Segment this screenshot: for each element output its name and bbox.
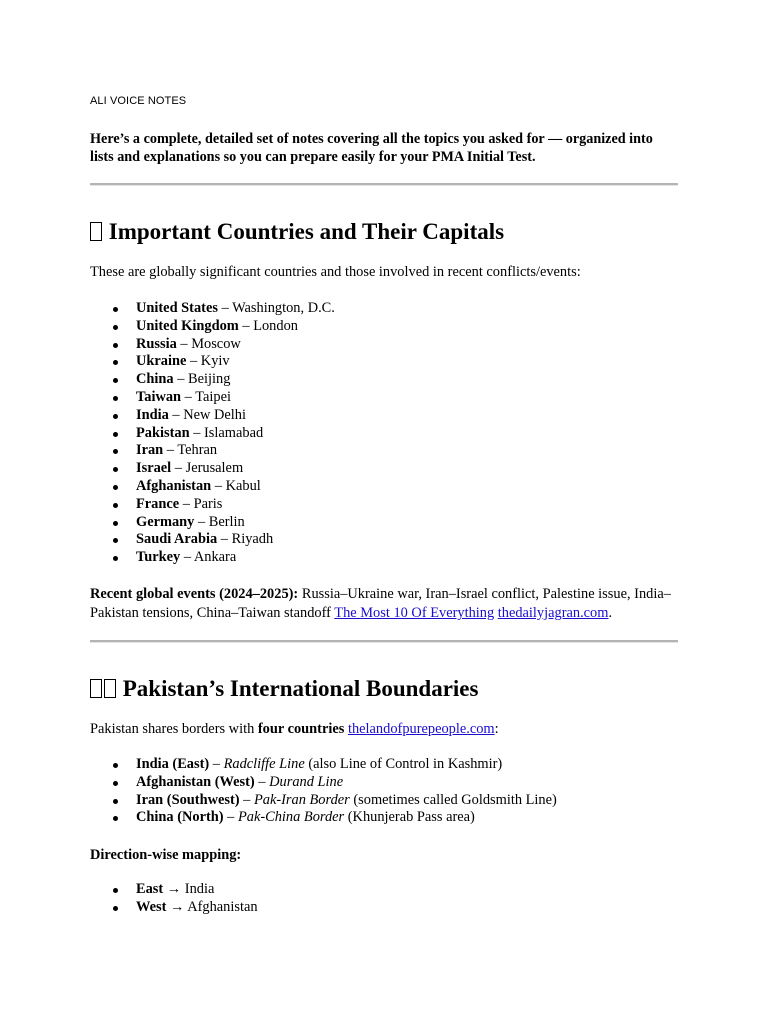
dash-separator: – [258, 773, 266, 790]
dash-separator: – [243, 791, 251, 808]
country-name: Israel [136, 460, 172, 477]
mapped-country: India [184, 881, 215, 897]
capital-name: Taipei [195, 388, 231, 405]
capital-name: Berlin [208, 513, 245, 530]
missing-glyph-icon [90, 222, 102, 241]
country-name: United States [136, 300, 218, 316]
section-heading-capitals [90, 218, 504, 246]
border-country: Iran (Southwest) [136, 791, 240, 808]
source-link-most10[interactable]: The Most 10 Of Everything [334, 605, 495, 621]
dash-separator: – [193, 424, 201, 441]
list-item [90, 496, 335, 514]
border-line-name: Pak-China Border [237, 809, 345, 826]
country-name: Saudi Arabia [136, 531, 218, 548]
border-note: (also Line of Control in Kashmir) [308, 756, 503, 772]
dash-separator: – [180, 335, 188, 352]
dash-separator: – [214, 477, 222, 494]
countries-list [90, 300, 335, 567]
dash-separator: – [220, 531, 228, 548]
list-item [90, 460, 335, 478]
direction: West [136, 898, 167, 915]
list-item [90, 442, 335, 460]
border-line-name: Radcliffe Line [223, 756, 305, 772]
flag-glyph-icon [104, 679, 116, 698]
flag-glyph-icon [90, 679, 102, 698]
list-item [90, 425, 335, 443]
country-name: Germany [136, 513, 195, 530]
dash-separator: – [184, 388, 192, 405]
country-name: Turkey [136, 549, 181, 566]
section-title: Important Countries and Their Capitals [108, 219, 505, 244]
dash-separator: – [212, 756, 220, 772]
border-note: (sometimes called Goldsmith Line) [353, 791, 557, 808]
list-item [90, 371, 335, 389]
direction-mapping-list [90, 881, 258, 917]
capitals-description: These are globally significant countries and those involved in recent conflicts/events: [90, 264, 581, 280]
capital-name: London [253, 317, 298, 334]
list-item [90, 318, 335, 336]
mapping-label-paragraph [90, 846, 678, 865]
border-line-name: Durand Line [269, 773, 344, 790]
borders-list [90, 756, 557, 827]
capital-name: Jerusalem [185, 460, 244, 477]
list-item [90, 809, 557, 827]
dash-separator: – [183, 549, 192, 566]
events-text: Russia–Ukraine war, Iran–Israel conflict, Palestine issue, India–Pakistan tensions, China–Taiwan standoff [90, 586, 671, 621]
capital-name: Islamabad [204, 424, 264, 441]
list-item [90, 881, 258, 899]
list-item [90, 899, 258, 917]
dash-separator: – [221, 300, 229, 316]
dash-separator: – [197, 513, 206, 530]
section-heading-boundaries [90, 675, 478, 703]
dash-separator: – [166, 442, 174, 459]
list-item [90, 389, 335, 407]
border-note: (Khunjerab Pass area) [347, 809, 475, 826]
dash-separator: – [177, 371, 185, 388]
list-item [90, 300, 335, 318]
dash-separator: – [227, 809, 235, 826]
arrow-icon: → [166, 881, 182, 897]
country-name: Ukraine [136, 353, 187, 370]
list-item [90, 531, 335, 549]
country-name: Russia [136, 335, 177, 352]
divider [90, 183, 678, 186]
country-name: India [136, 406, 169, 423]
divider [90, 640, 678, 643]
list-item [90, 792, 557, 810]
events-label: Recent global events (2024–2025): [90, 586, 299, 602]
capital-name: Tehran [177, 442, 218, 459]
capital-name: Riyadh [231, 531, 274, 548]
dash-separator: – [172, 406, 180, 423]
voice-notes-label: ALI VOICE NOTES [90, 95, 187, 107]
source-link-landofpurepeople[interactable]: thelandofpurepeople.com [347, 721, 495, 737]
border-country: Afghanistan (West) [136, 773, 255, 790]
dash-separator: – [242, 317, 250, 334]
capital-name: Washington, D.C. [232, 300, 335, 316]
source-link-dailyjagran[interactable]: thedailyjagran.com [497, 605, 609, 621]
border-line-name: Pak-Iran Border [253, 791, 350, 808]
country-name: France [136, 495, 180, 512]
direction: East [136, 881, 164, 897]
list-item [90, 514, 335, 532]
border-country: China (North) [136, 809, 224, 826]
border-country: India (East) [136, 756, 210, 772]
list-item [90, 549, 335, 567]
list-item [90, 756, 557, 774]
country-name: Afghanistan [136, 477, 212, 494]
list-item [90, 774, 557, 792]
list-item [90, 407, 335, 425]
country-name: United Kingdom [136, 317, 239, 334]
capital-name: Kyiv [200, 353, 230, 370]
country-name: China [136, 371, 174, 388]
capital-name: Beijing [188, 371, 231, 388]
country-name: Pakistan [136, 424, 190, 441]
recent-events-paragraph: Recent global events (2024–2025): Russia–Ukraine war, Iran–Israel conflict, Palestine issue, India–Pakistan tensions, China–Taiwan standoff The Most 10 Of Everything thedailyjagran.com. [90, 586, 671, 621]
dash-separator: – [174, 460, 182, 477]
arrow-icon: → [170, 898, 185, 915]
list-item [90, 336, 335, 354]
country-name: Taiwan [136, 388, 182, 405]
country-name: Iran [136, 442, 164, 459]
capital-name: Ankara [193, 549, 237, 566]
capital-name: Moscow [191, 335, 241, 352]
section-title: Pakistan’s International Boundaries [122, 676, 479, 701]
capital-name: New Delhi [183, 406, 246, 423]
intro-paragraph: Here’s a complete, detailed set of notes covering all the topics you asked for — organized into lists and explanations so you can prepare easily for your PMA Initial Test. [90, 131, 653, 165]
mapped-country: Afghanistan [187, 898, 258, 915]
dash-separator: – [189, 353, 198, 370]
list-item [90, 353, 335, 371]
dash-separator: – [182, 495, 190, 512]
capital-name: Paris [193, 495, 223, 512]
capital-name: Kabul [225, 477, 261, 494]
mapping-label: Direction-wise mapping: [90, 847, 242, 863]
list-item [90, 478, 335, 496]
boundaries-description: Pakistan shares borders with four countries thelandofpurepeople.com: [90, 721, 499, 737]
